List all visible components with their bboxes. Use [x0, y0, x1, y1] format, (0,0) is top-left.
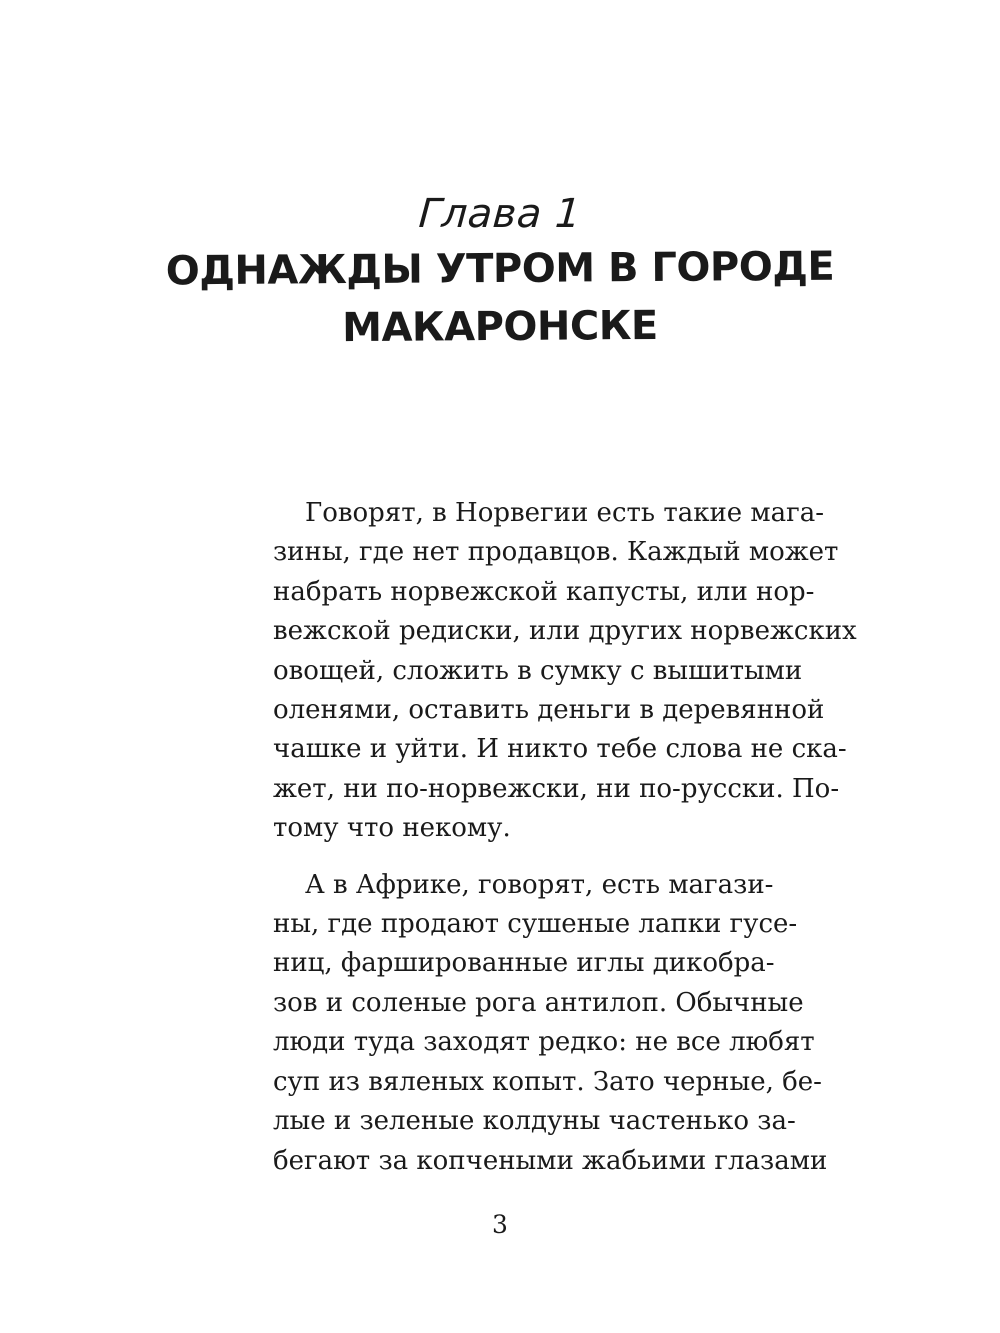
text-line: зины, где нет продавцов. Каждый может: [273, 537, 839, 568]
text-line: чашке и уйти. И никто тебе слова не ска-: [273, 734, 847, 765]
text-line: вежской редиски, или других норвежских: [273, 616, 857, 647]
text-line: люди туда заходят редко: не все любят: [273, 1027, 815, 1058]
text-line: зов и соленые рога антилоп. Обычные: [273, 987, 804, 1018]
text-line: тому что некому.: [273, 813, 511, 844]
chapter-heading: [0, 188, 1000, 356]
page-number: 3: [492, 1210, 508, 1239]
chapter-label: Глава 1: [417, 191, 583, 237]
text-line: оленями, оставить деньги в деревянной: [273, 695, 825, 726]
text-line: овощей, сложить в сумку с вышитыми: [273, 655, 803, 686]
paragraph: [241, 866, 828, 1181]
text-line: суп из вяленых копыт. Зато черные, бе-: [273, 1066, 822, 1097]
chapter-title-line-2: МАКАРОНСКЕ: [342, 302, 658, 352]
text-line: лые и зеленые колдуны частенько за-: [273, 1106, 796, 1137]
body-text: [241, 494, 857, 1181]
text-line: жет, ни по-норвежски, ни по-русски. По-: [273, 773, 840, 804]
text-line: набрать норвежской капусты, или нор-: [273, 576, 815, 607]
text-line: бегают за копчеными жабьими глазами: [273, 1145, 828, 1176]
text-line: ниц, фаршированные иглы дикобра-: [273, 948, 775, 979]
chapter-title-line-1: ОДНАЖДЫ УТРОМ В ГОРОДЕ: [165, 243, 835, 295]
text-line: А в Африке, говорят, есть магази-: [305, 869, 774, 900]
paragraph: [241, 494, 857, 849]
paragraph-gap: [241, 849, 759, 866]
text-line: ны, где продают сушеные лапки гусе-: [273, 909, 798, 940]
text-line: Говорят, в Норвегии есть такие мага-: [305, 498, 825, 528]
